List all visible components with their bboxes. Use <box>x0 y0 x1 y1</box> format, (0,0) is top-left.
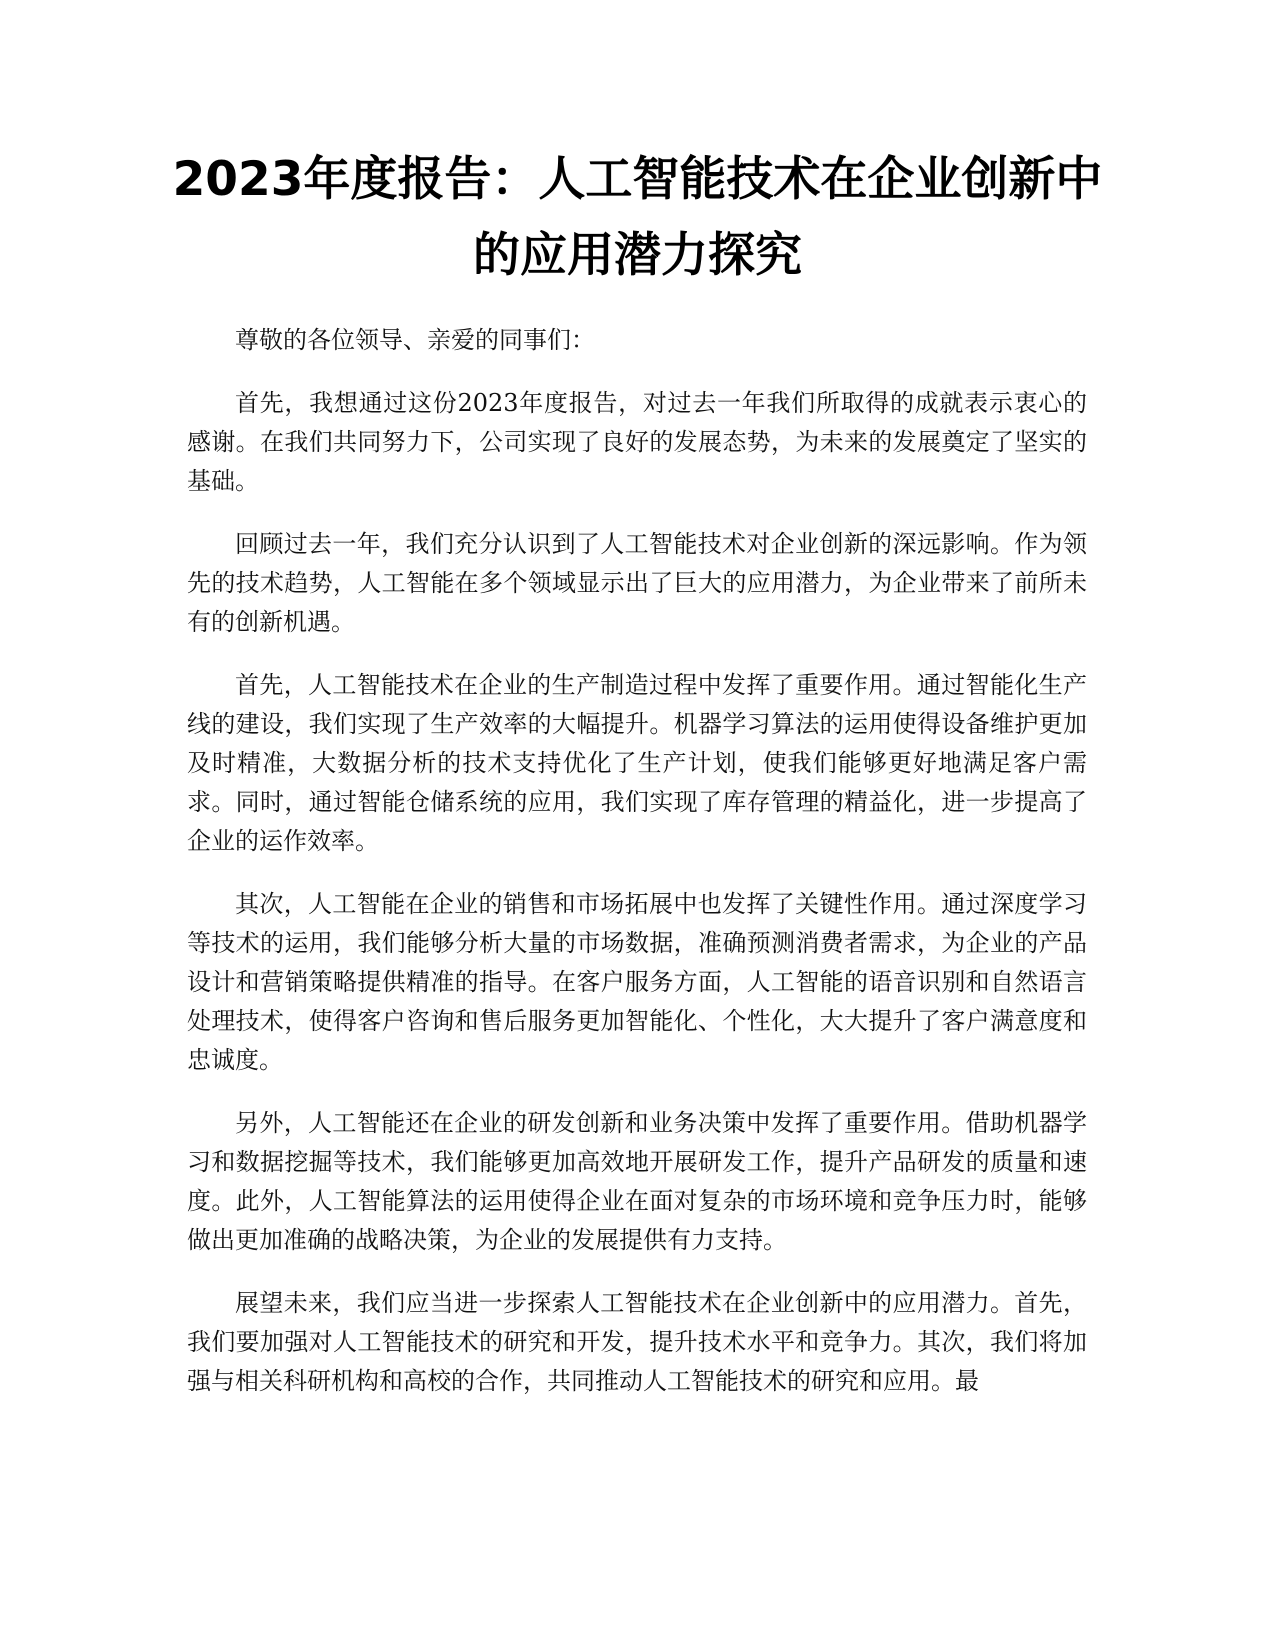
body-paragraph: 回顾过去一年，我们充分认识到了人工智能技术对企业创新的深远影响。作为领先的技术趋势，人工智能在多个领域显示出了巨大的应用潜力，为企业带来了前所未有的创新机遇。 <box>187 530 1087 636</box>
body-paragraph: 首先，人工智能技术在企业的生产制造过程中发挥了重要作用。通过智能化生产线的建设，我们实现了生产效率的大幅提升。机器学习算法的运用使得设备维护更加及时精准，大数据分析的技术支持优化了生产计划，使我们能够更好地满足客户需求。同时，通过智能仓储系统的应用，我们实现了库存管理的精益化，进一步提高了企业的运作效率。 <box>187 671 1087 855</box>
body-paragraph: 首先，我想通过这份2023年度报告，对过去一年我们所取得的成就表示衷心的感谢。在我们共同努力下，公司实现了良好的发展态势，为未来的发展奠定了坚实的基础。 <box>187 389 1087 495</box>
body-paragraph: 另外，人工智能还在企业的研发创新和业务决策中发挥了重要作用。借助机器学习和数据挖掘等技术，我们能够更加高效地开展研发工作，提升产品研发的质量和速度。此外，人工智能算法的运用使得企业在面对复杂的市场环境和竞争压力时，能够做出更加准确的战略决策，为企业的发展提供有力支持。 <box>187 1109 1087 1254</box>
document-title: 2023年度报告：人工智能技术在企业创新中的应用潜力探究 <box>172 152 1103 283</box>
body-paragraph: 展望未来，我们应当进一步探索人工智能技术在企业创新中的应用潜力。首先，我们要加强对人工智能技术的研究和开发，提升技术水平和竞争力。其次，我们将加强与相关科研机构和高校的合作，共同推动人工智能技术的研究和应用。最 <box>187 1289 1087 1395</box>
salutation-paragraph: 尊敬的各位领导、亲爱的同事们： <box>235 326 595 354</box>
document-body <box>187 321 1087 1425</box>
body-paragraph: 其次，人工智能在企业的销售和市场拓展中也发挥了关键性作用。通过深度学习等技术的运用，我们能够分析大量的市场数据，准确预测消费者需求，为企业的产品设计和营销策略提供精准的指导。在客户服务方面，人工智能的语音识别和自然语言处理技术，使得客户咨询和售后服务更加智能化、个性化，大大提升了客户满意度和忠诚度。 <box>187 890 1087 1074</box>
